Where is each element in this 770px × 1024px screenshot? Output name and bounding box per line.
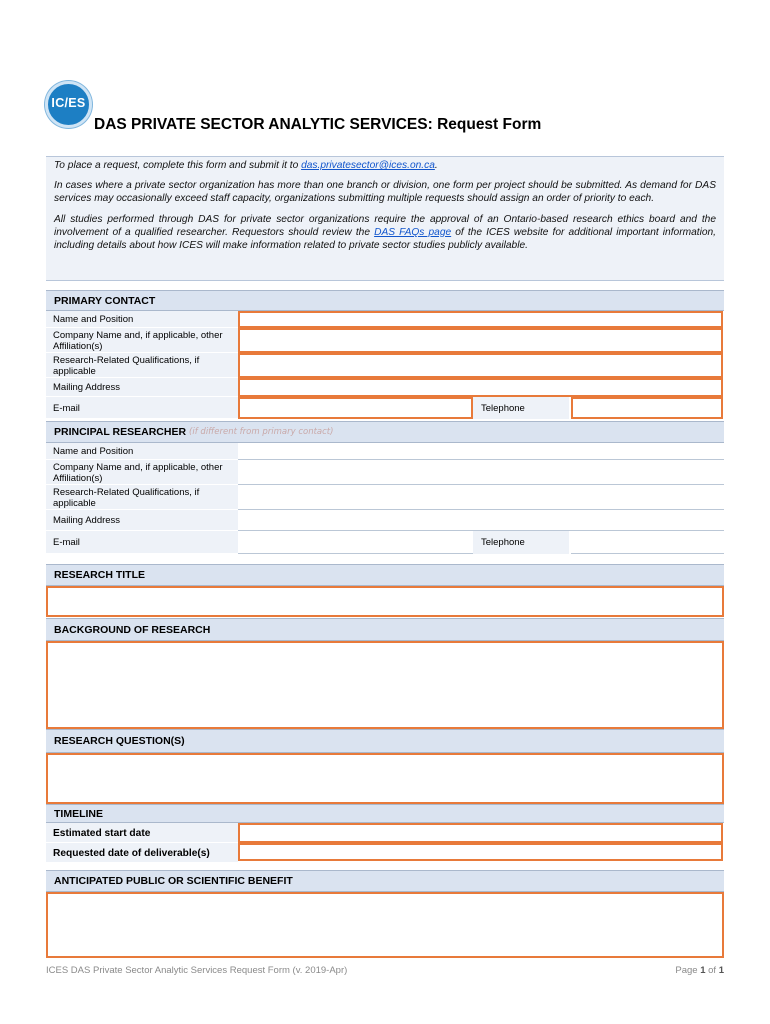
deliverable-date-field[interactable] — [238, 843, 723, 861]
timeline-heading — [46, 804, 724, 823]
pc-email-field[interactable] — [238, 397, 473, 419]
research-title-field[interactable] — [46, 586, 724, 617]
background-heading-text: BACKGROUND OF RESEARCH — [54, 623, 211, 636]
benefit-heading-text: ANTICIPATED PUBLIC OR SCIENTIFIC BENEFIT — [54, 875, 293, 887]
footer-page-number — [675, 965, 724, 976]
page-title: DAS PRIVATE SECTOR ANALYTIC SERVICES: Request Form — [94, 116, 542, 133]
pc-company-field[interactable] — [238, 328, 723, 353]
research-title-heading — [46, 564, 724, 586]
research-title-heading-text: RESEARCH TITLE — [54, 569, 146, 581]
research-questions-heading-text: RESEARCH QUESTION(S) — [54, 735, 185, 747]
deliverable-date-label: Requested date of deliverable(s) — [46, 843, 238, 863]
research-questions-heading — [46, 729, 724, 753]
page-label: Page — [675, 965, 701, 976]
page-total: 1 — [718, 965, 724, 976]
principal-researcher-heading-text: PRINCIPAL RESEARCHER — [54, 426, 187, 438]
footer-form-version: ICES DAS Private Sector Analytic Services Request Form (v. 2019-Apr) — [46, 965, 348, 976]
research-questions-field[interactable] — [46, 753, 724, 804]
pr-qualifications-label: Research-Related Qualifications, if applicable — [46, 485, 238, 510]
principal-researcher-note: (if different from primary contact) — [189, 427, 334, 437]
background-heading — [46, 618, 724, 641]
page-num: 1 — [700, 965, 706, 976]
pc-mailing-label: Mailing Address — [46, 378, 238, 397]
pr-email-label: E-mail — [46, 531, 238, 554]
pr-telephone-field[interactable] — [571, 531, 724, 554]
background-field[interactable] — [46, 641, 724, 729]
page-of: of — [705, 965, 719, 976]
benefit-heading — [46, 870, 724, 892]
start-date-field[interactable] — [238, 823, 723, 843]
start-date-label: Estimated start date — [46, 823, 238, 843]
timeline-heading-text: TIMELINE — [54, 807, 103, 820]
pc-mailing-field[interactable] — [238, 378, 723, 397]
pr-name-label: Name and Position — [46, 443, 238, 460]
pr-mailing-field[interactable] — [238, 510, 724, 531]
pc-telephone-field[interactable] — [571, 397, 723, 419]
pr-email-field[interactable] — [238, 531, 473, 554]
pc-telephone-label: Telephone — [473, 397, 569, 419]
pc-qualifications-field[interactable] — [238, 353, 723, 378]
pc-name-label: Name and Position — [46, 311, 238, 328]
intro-panel — [46, 156, 724, 281]
pr-telephone-label: Telephone — [473, 531, 569, 554]
primary-contact-heading-text: PRIMARY CONTACT — [54, 294, 156, 307]
ices-logo — [45, 81, 92, 128]
principal-researcher-heading — [46, 421, 724, 443]
intro-p3-text: All studies performed through DAS for private sector organizations require the approval of an Ontario-based research ethics board and the involvement of a qualified researcher. Requestors should review the — [54, 213, 716, 238]
intro-p3-end: of the ICES website for additional important information, including details about how ICES will make information related to private sector studies publicly available. — [54, 226, 716, 252]
pc-company-label: Company Name and, if applicable, other Affiliation(s) — [46, 328, 238, 353]
pc-name-field[interactable] — [238, 311, 723, 328]
email-link[interactable]: das.privatesector@ices.on.ca — [301, 160, 435, 171]
intro-p1-text: To place a request, complete this form and submit it to — [54, 160, 302, 171]
intro-p2: In cases where a private sector organization has more than one branch or division, one form per project should be submitted. As demand for DAS services may occasionally exceed staff capacity, organizations submitting multiple requests should assign an order of priority to each. — [54, 180, 716, 205]
pc-email-label: E-mail — [46, 397, 238, 419]
logo-text: IC/ES — [51, 96, 86, 110]
pc-qualifications-label: Research-Related Qualifications, if applicable — [46, 353, 238, 378]
pr-mailing-label: Mailing Address — [46, 510, 238, 531]
primary-contact-heading — [46, 290, 724, 311]
pr-qualifications-field[interactable] — [238, 485, 724, 510]
das-faqs-link[interactable]: DAS FAQs page — [374, 226, 452, 238]
pr-company-field[interactable] — [238, 460, 724, 485]
pr-company-label: Company Name and, if applicable, other Affiliation(s) — [46, 460, 238, 485]
benefit-field[interactable] — [46, 892, 724, 958]
intro-p1-end: . — [434, 160, 438, 171]
intro-p3 — [54, 213, 716, 253]
intro-p1 — [54, 159, 716, 172]
pr-name-field[interactable] — [238, 443, 724, 460]
